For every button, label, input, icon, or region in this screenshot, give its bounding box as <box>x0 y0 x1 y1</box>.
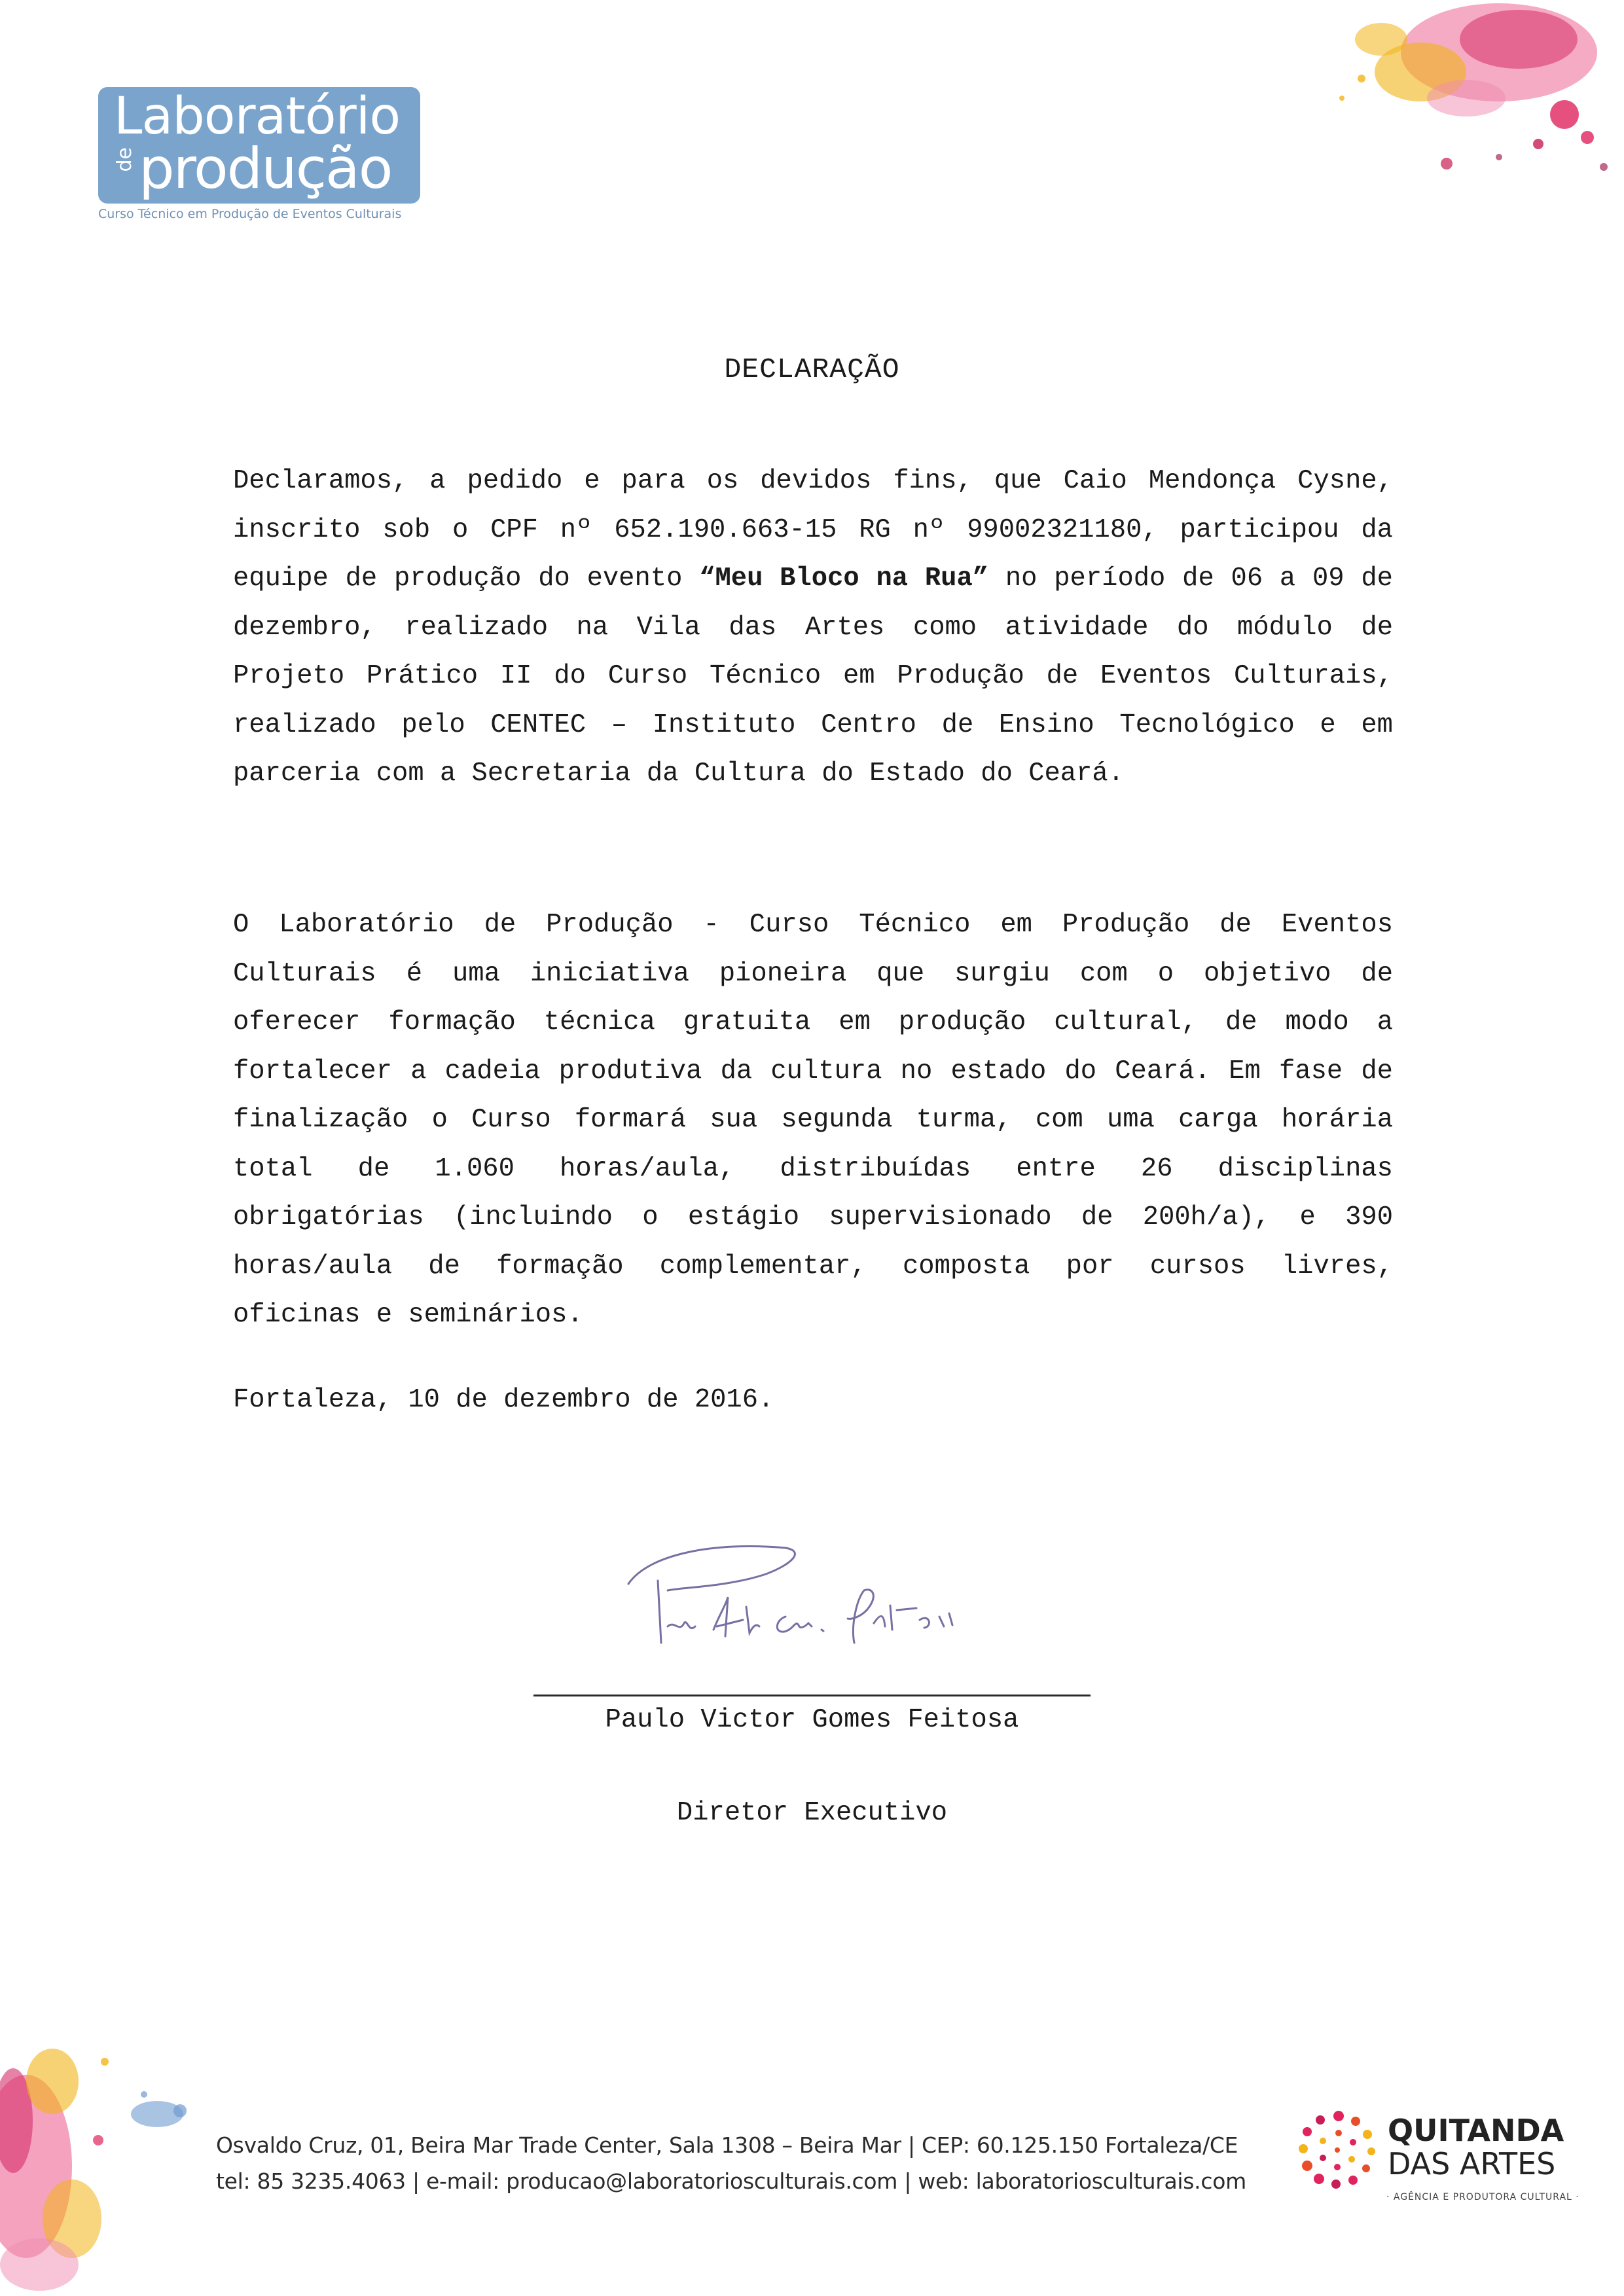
laboratorio-logo <box>98 87 420 204</box>
signer-role: Diretor Executivo <box>676 1798 948 1828</box>
quitanda-tagline: · AGÊNCIA E PRODUTORA CULTURAL · <box>1386 2192 1579 2202</box>
paragraph-about: O Laboratório de Produção - Curso Técnico em Produção de Eventos Culturais é uma iniciativa pioneira que surgiu com o objetivo de oferecer formação técnica gratuita em produção cultural, de modo a fortalecer a cadeia produtiva da cultura no estado do Ceará. Em fase de finalização o Curso formará sua segunda turma, com uma carga horária total de 1.060 horas/aula, distribuídas entre 26 disciplinas obrigatórias (incluindo o estágio supervisionado de 200h/a), e 390 horas/aula de formação complementar, composta por cursos livres, oficinas e seminários. <box>233 910 1393 1330</box>
footer-contact: tel: 85 3235.4063 | e-mail: producao@laboratoriosculturais.com | web: laboratoriosculturais.com <box>216 2168 1246 2194</box>
event-name: “Meu Bloco na Rua” <box>699 564 989 594</box>
footer-address: Osvaldo Cruz, 01, Beira Mar Trade Center, Sala 1308 – Beira Mar | CEP: 60.125.150 Fortaleza/CE <box>216 2132 1238 2158</box>
logo-line2: produção <box>139 136 392 202</box>
signature-line <box>533 1695 1091 1696</box>
quitanda-dots-icon <box>1293 2104 1384 2196</box>
logo-tagline: Curso Técnico em Produção de Eventos Culturais <box>98 207 402 221</box>
p1-text-start: Declaramos, a pedido e para os devidos fins, que Caio Mendonça Cysne, inscrito sob o CPF nº 652.190.663-15 RG nº 99002321180, participou da equipe de produção do evento <box>233 466 1393 594</box>
date-line: Fortaleza, 10 de dezembro de 2016. <box>233 1385 774 1415</box>
p1-text-end: no período de 06 a 09 de dezembro, realizado na Vila das Artes como atividade do módulo de Projeto Prático II do Curso Técnico em Produção de Eventos Culturais, realizado pelo CENTEC – Instituto Centro de Ensino Tecnológico e em parceria com a Secretaria da Cultura do Estado do Ceará. <box>233 564 1393 789</box>
signer-name: Paulo Victor Gomes Feitosa <box>605 1705 1019 1735</box>
paragraph-declaration <box>233 457 1393 798</box>
watercolor-splash-top <box>1303 0 1624 196</box>
quitanda-subtitle: DAS ARTES <box>1388 2146 1556 2181</box>
logo-line1: Laboratório <box>114 87 401 146</box>
logo-de: de <box>113 147 136 172</box>
document-title: DECLARAÇÃO <box>724 353 900 386</box>
watercolor-splash-bottom <box>0 2003 223 2296</box>
quitanda-title: QUITANDA <box>1388 2113 1564 2148</box>
handwritten-signature <box>622 1528 1015 1659</box>
